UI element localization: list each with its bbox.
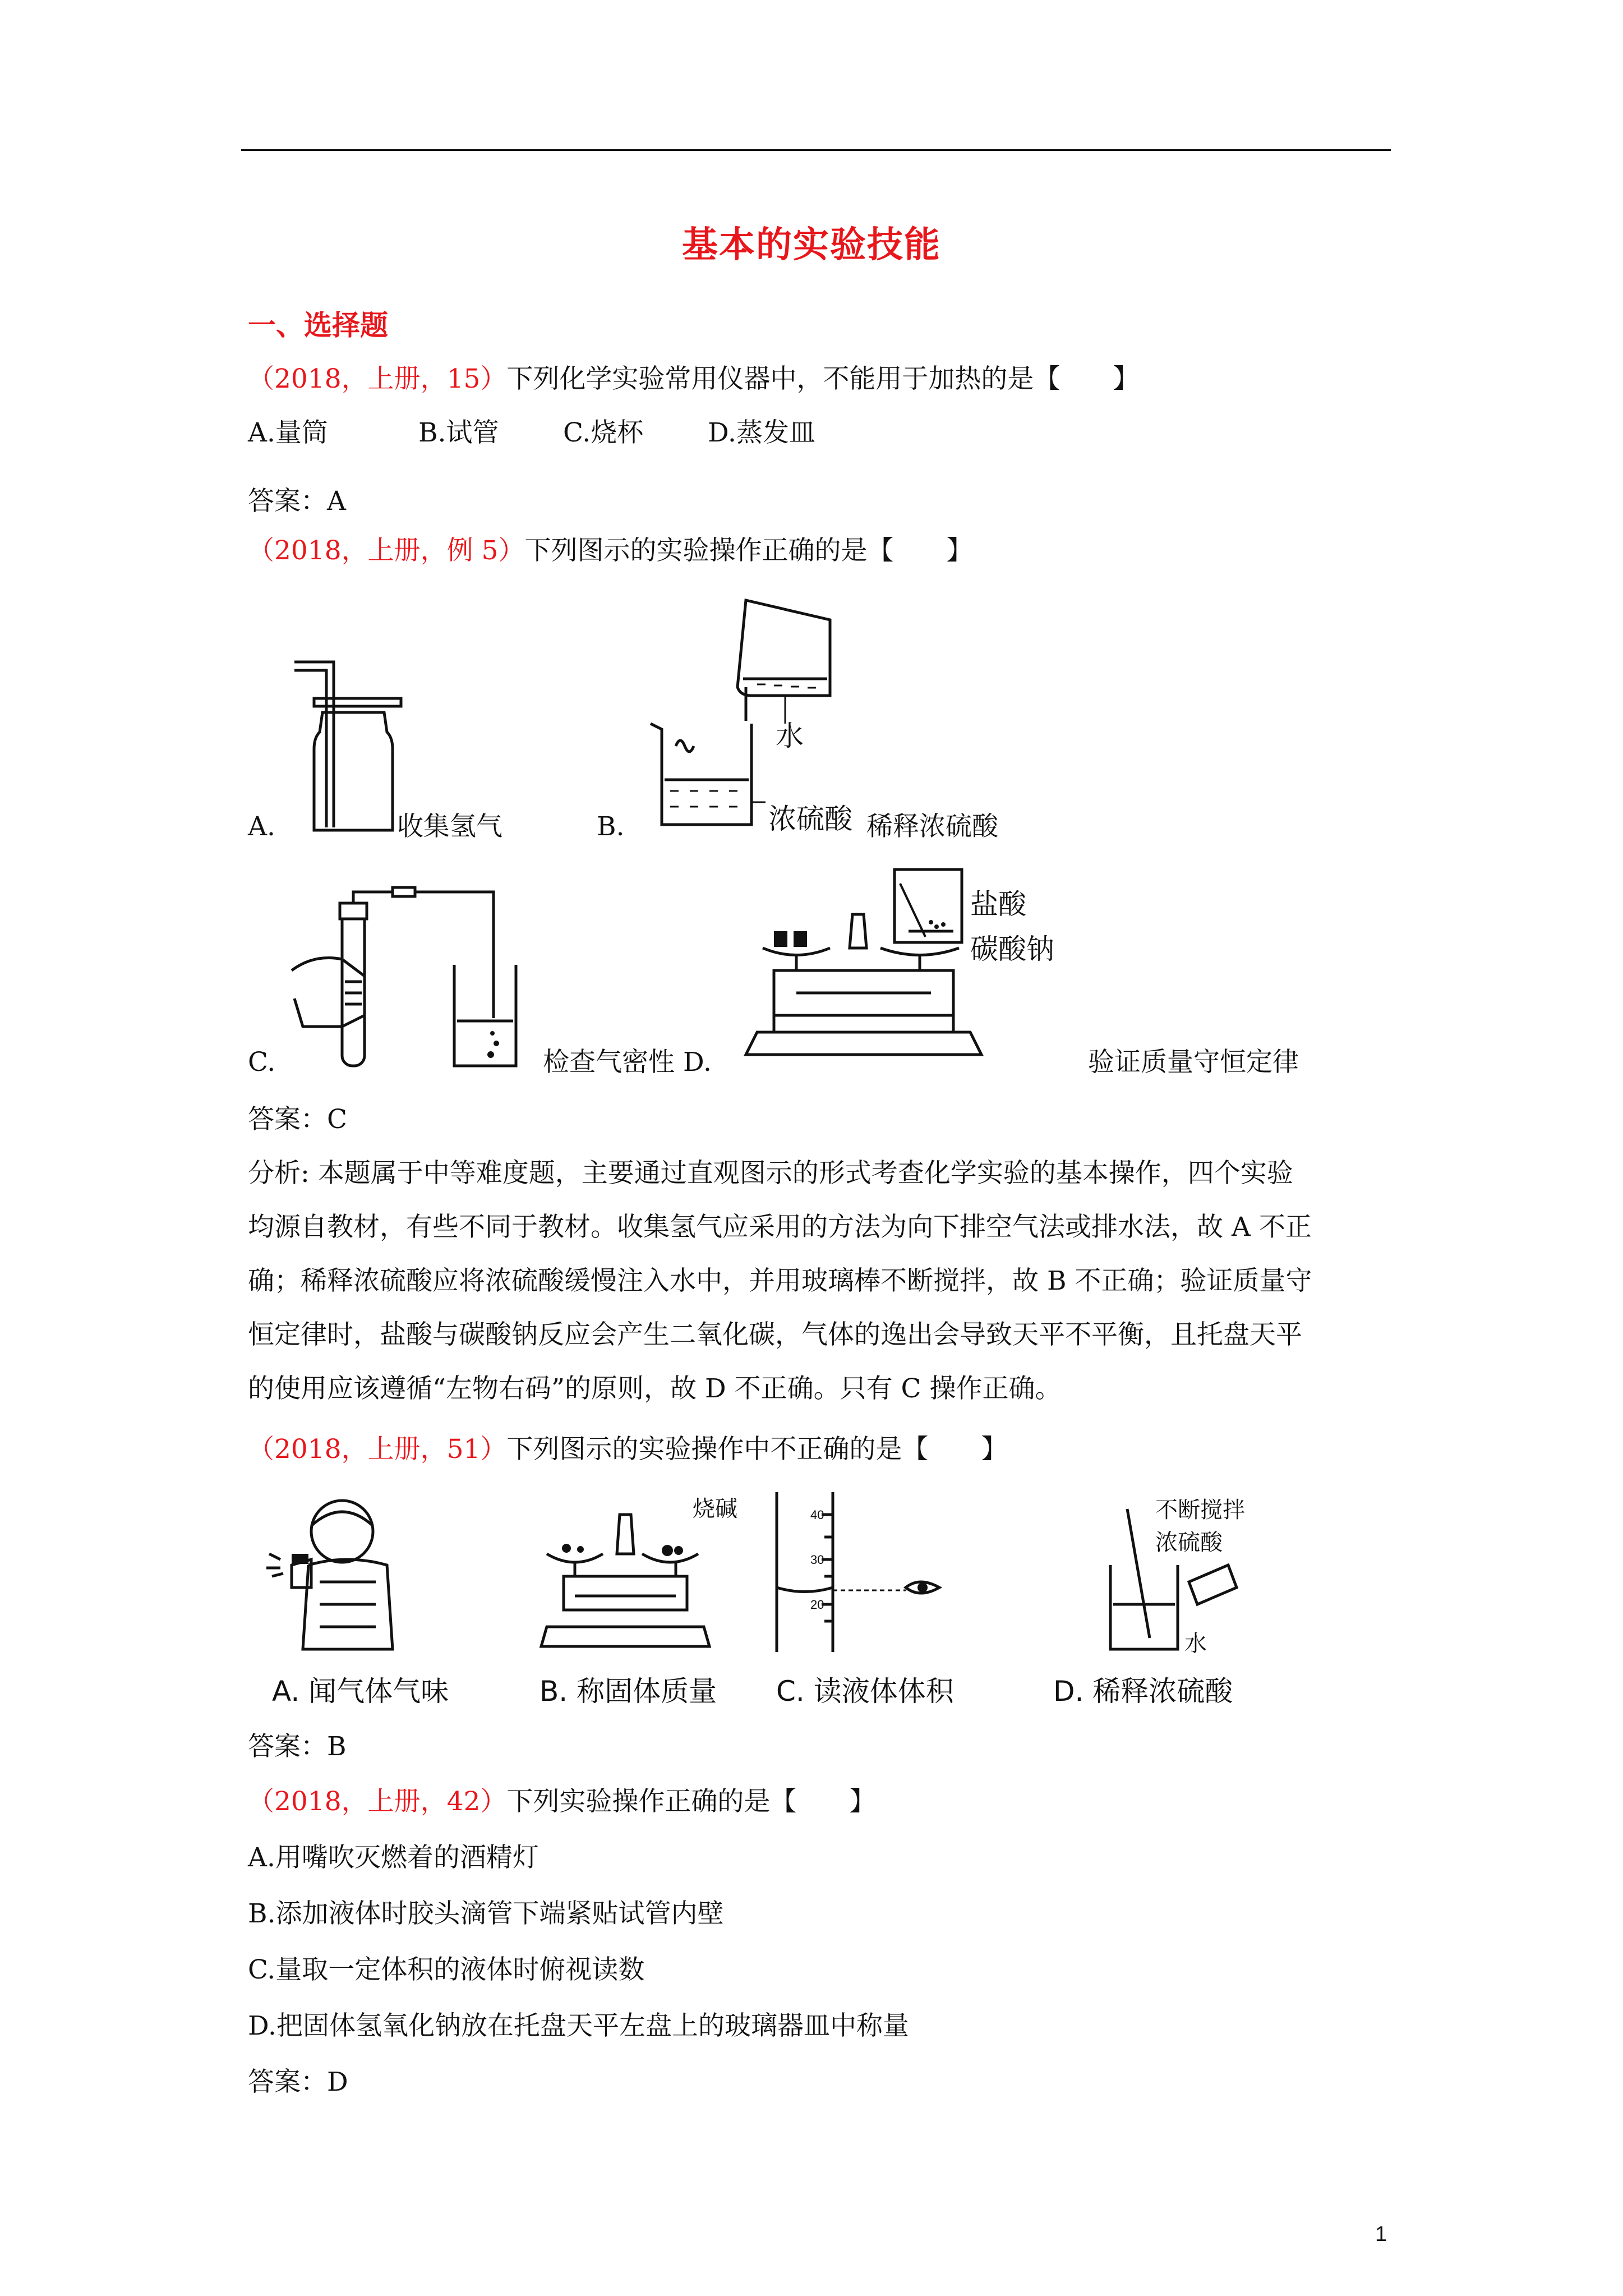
figure-caption: D. 稀释浓硫酸 (1053, 1675, 1233, 1708)
question-3 (248, 1434, 1008, 1465)
question-1 (248, 366, 1139, 392)
figure-label-acid: 浓硫酸 (768, 803, 852, 835)
tick-label: 40 (810, 1508, 824, 1522)
tick-label: 20 (810, 1598, 824, 1612)
option-c: C.烧杯 (563, 417, 644, 448)
option-b: B.试管 (418, 417, 499, 448)
option-letter: A. (248, 811, 275, 842)
analysis-line: 的使用应该遵循“左物右码”的原则，故 D 不正确。只有 C 操作正确。 (248, 1373, 1062, 1404)
question-4 (248, 1788, 875, 1815)
answer: 答案：D (248, 2067, 348, 2097)
section-heading: 一、选择题 (248, 309, 388, 342)
option-label: 稀释浓硫酸 (866, 811, 998, 842)
question-stem: 下列实验操作正确的是【 】 (506, 1786, 876, 1817)
option-label: 验证质量守恒定律 (1088, 1047, 1299, 1078)
option-d: D.蒸发皿 (708, 417, 815, 448)
analysis-line: 恒定律时，盐酸与碳酸钠反应会产生二氧化碳，气体的逸出会导致天平不平衡，且托盘天平 (248, 1319, 1302, 1350)
analysis-line: 确；稀释浓硫酸应将浓硫酸缓慢注入水中，并用玻璃棒不断搅拌，故 B 不正确；验证质量守 (248, 1266, 1312, 1296)
figure-caption: A. 闻气体气味 (272, 1675, 449, 1708)
figure-caption: B. 称固体质量 (540, 1675, 717, 1708)
figure-label-acid: 浓硫酸 (1155, 1530, 1223, 1556)
question-source: （2018，上册，42） (248, 1786, 507, 1817)
option-d: D.把固体氢氧化钠放在托盘天平左盘上的玻璃器皿中称量 (248, 2010, 909, 2041)
option-a: A.量筒 (248, 417, 328, 448)
figure-label-stir: 不断搅拌 (1155, 1497, 1245, 1523)
question-source: （2018，上册，15） (248, 364, 507, 394)
page-title: 基本的实验技能 (682, 224, 941, 266)
option-c: C.量取一定体积的液体时俯视读数 (248, 1954, 645, 1985)
page-number: 1 (1375, 2223, 1387, 2246)
question-stem: 下列化学实验常用仪器中，不能用于加热的是【 】 (506, 364, 1140, 394)
figure-smell-gas (258, 1492, 404, 1655)
answer: 答案：B (248, 1731, 347, 1762)
figure-label-caustic-soda: 烧碱 (693, 1496, 737, 1522)
figure-label-na2co3: 碳酸钠 (970, 933, 1054, 965)
option-b: B.添加液体时胶头滴管下端紧贴试管内壁 (248, 1898, 724, 1929)
option-a: A.用嘴吹灭燃着的酒精灯 (248, 1842, 539, 1873)
header-rule (241, 149, 1391, 151)
answer: 答案：A (248, 486, 346, 517)
figure-label-water: 水 (1184, 1631, 1207, 1657)
tick-label: 30 (810, 1553, 824, 1567)
question-source: （2018，上册，例 5） (248, 535, 525, 566)
figure-balance (740, 864, 987, 1071)
option-letter: C. (248, 1047, 276, 1078)
question-source: （2018，上册，51） (248, 1434, 507, 1465)
option-label: 检查气密性 D. (543, 1047, 712, 1078)
figure-airtightness (292, 886, 527, 1071)
question-stem: 下列图示的实验操作中不正确的是【 】 (506, 1434, 1008, 1465)
figure-weigh-solid (541, 1492, 709, 1649)
option-letter: B. (597, 811, 625, 842)
figure-caption: C. 读液体体积 (776, 1675, 954, 1708)
analysis-line: 分析: 本题属于中等难度题，主要通过直观图示的形式考查化学实验的基本操作，四个实验 (248, 1158, 1293, 1189)
figure-label-water: 水 (776, 720, 804, 752)
figure-collect-hydrogen (292, 659, 404, 839)
figure-label-hcl: 盐酸 (970, 888, 1026, 921)
figure-read-volume (771, 1492, 962, 1655)
analysis-line: 均源自教材，有些不同于教材。收集氢气应采用的方法为向下排空气法或排水法，故 A 不正 (248, 1212, 1312, 1243)
question-stem: 下列图示的实验操作正确的是【 】 (524, 535, 973, 566)
answer: 答案：C (248, 1104, 347, 1135)
option-label: 收集氢气 (397, 811, 502, 842)
question-2 (248, 537, 972, 564)
figure-dilute-acid (645, 595, 847, 830)
